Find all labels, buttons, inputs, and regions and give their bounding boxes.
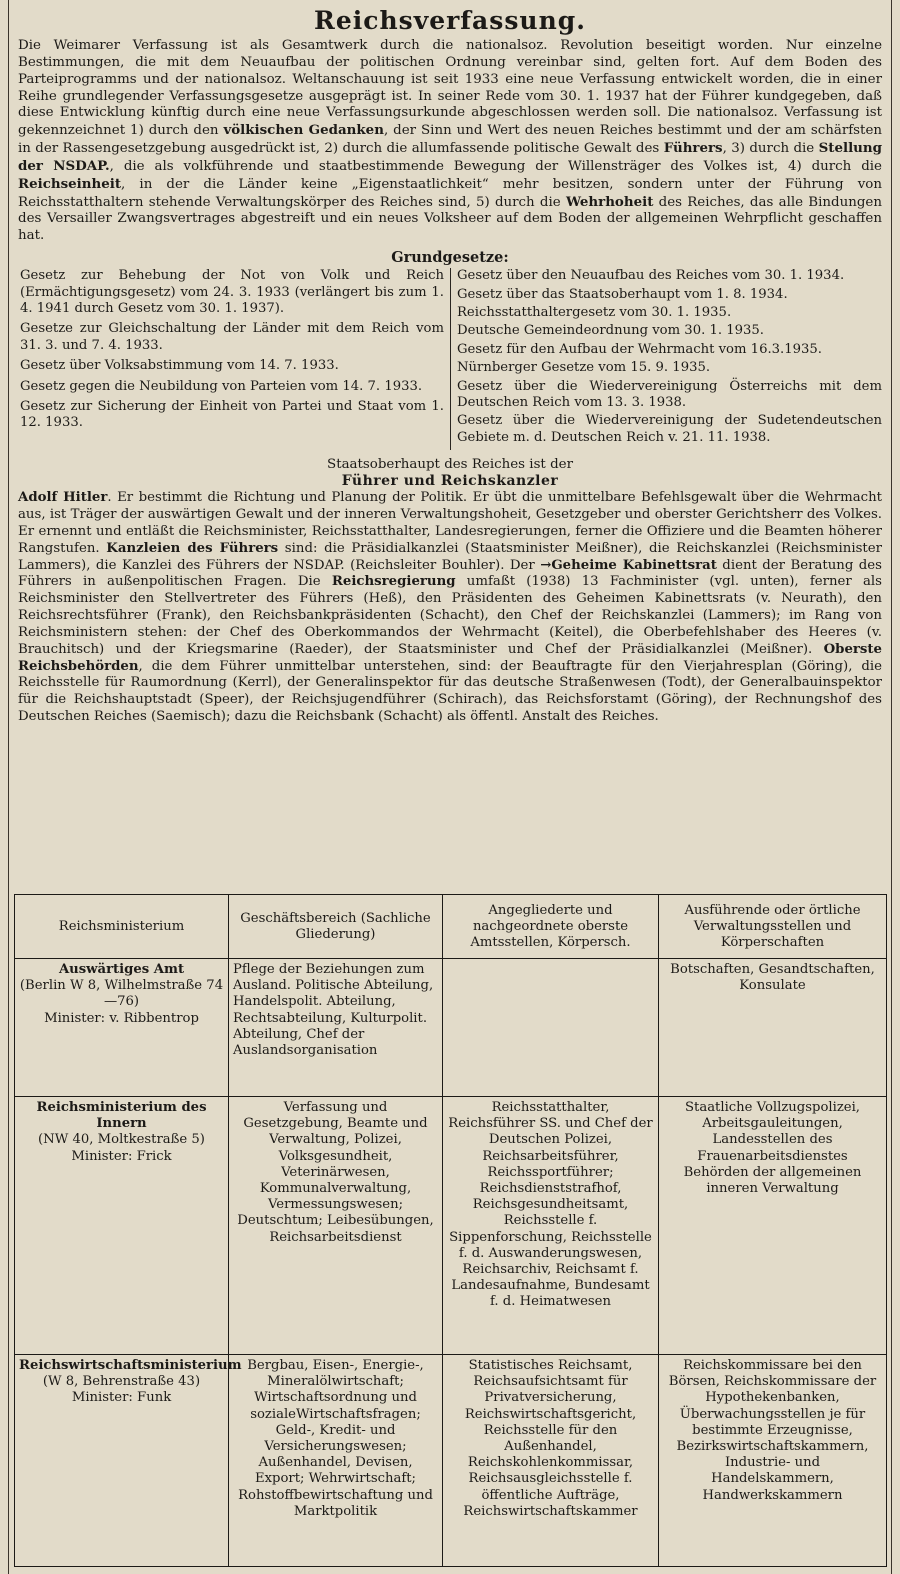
head-of-state-line: Staatsoberhaupt des Reiches ist der	[327, 457, 573, 473]
ministry-minister: Minister: Funk	[71, 1390, 172, 1406]
bereich-cell: Pflege der Beziehungen zum Ausland. Politische Abteilung, Handelspolit. Abteilung, Rechtsabteilung, Kulturpolit. Abteilung, Chef der Auslandsorganisation	[229, 959, 443, 1097]
bold-term: Oberste Reichsbehörden	[18, 641, 882, 674]
ministry-address: (Berlin W 8, Wilhelmstraße 74—76)	[19, 978, 224, 1010]
laws-left-column	[18, 268, 450, 450]
ausfuehrend-cell: Botschaften, Gesandtschaften, Konsulate	[659, 959, 887, 1097]
angegliedert-cell	[443, 959, 659, 1097]
column-header: Ausführende oder örtliche Verwaltungsstellen und Körperschaften	[659, 895, 887, 959]
law-item: Gesetz über die Wiedervereinigung Österreichs mit dem Deutschen Reich vom 13. 3. 1938.	[457, 378, 882, 410]
law-item: Gesetz zur Sicherung der Einheit von Partei und Staat vom 1. 12. 1933.	[20, 398, 444, 431]
law-item: Gesetz zur Behebung der Not von Volk und Reich (Ermächtigungsgesetz) vom 24. 3. 1933 (verlängert bis zum 1. 4. 1941 durch Gesetz vom 30. 1. 1937).	[20, 268, 444, 316]
table-row	[15, 1355, 887, 1567]
bereich-cell: Bergbau, Eisen-, Energie-, Mineralölwirtschaft; Wirtschaftsordnung und sozialeWirtschaftsfragen; Geld-, Kredit- und Versicherungswesen; Außenhandel, Devisen, Export; Wehrwirtschaft; Rohstoffbewirtschaftung und Marktpolitik	[229, 1355, 443, 1567]
bold-term: Reichsregierung	[331, 574, 456, 590]
ministry-cell	[15, 1097, 229, 1355]
bold-term: Reichseinheit	[18, 175, 122, 192]
law-item: Gesetz gegen die Neubildung von Parteien vom 14. 7. 1933.	[20, 378, 423, 394]
intro-paragraph	[18, 38, 882, 245]
ministry-cell	[15, 959, 229, 1097]
bold-term: Adolf Hitler	[18, 490, 108, 506]
law-item: Deutsche Gemeindeordnung vom 30. 1. 1935.	[457, 323, 764, 339]
text-run: dient der Beratung des Führers in außenpolitischen Fragen. Die	[18, 557, 882, 590]
bold-term: Kanzleien des Führers	[106, 540, 279, 556]
frame-right	[891, 0, 892, 1574]
ausfuehrend-cell: Reichskommissare bei den Börsen, Reichskommissare der Hypothekenbanken, Überwachungsstellen je für bestimmte Erzeugnisse, Bezirkswirtschaftskammern, Industrie- und Handelskammern, Handwerkskammern	[659, 1355, 887, 1567]
ministry-minister: Minister: v. Ribbentrop	[44, 1010, 199, 1026]
ministry-address: (NW 40, Moltkestraße 5)	[38, 1132, 205, 1148]
head-of-state-title: Führer und Reichskanzler	[341, 473, 559, 490]
text-run: , der Sinn und Wert des neuen Reiches bestimmt und der am schärfsten in der Rassengesetzgebung ausgedrückt ist, 2) durch die allumfassende politische Gewalt des	[18, 123, 882, 157]
ministry-minister: Minister: Frick	[71, 1148, 172, 1164]
bold-term: →Geheime Kabinettsrat	[540, 557, 717, 573]
law-item: Gesetze zur Gleichschaltung der Länder mit dem Reich vom 31. 3. und 7. 4. 1933.	[20, 321, 444, 353]
government-paragraph	[18, 490, 882, 726]
page-title: Reichsverfassung.	[314, 6, 586, 35]
ministry-name: Auswärtiges Amt	[58, 962, 185, 977]
ministry-name: Reichswirtschaftsministerium	[19, 1358, 242, 1373]
law-item: Gesetz über den Neuaufbau des Reiches vom 30. 1. 1934.	[457, 268, 845, 284]
grundgesetze-heading: Grundgesetze:	[391, 249, 509, 267]
table-row	[15, 1097, 887, 1355]
text-run: sind: die Präsidialkanzlei (Staatsminister Meißner), die Reichskanzlei (Reichsminister Lammers), die Kanzlei des Führers der NSDAP. (Reichsleiter Bouhler). Der	[18, 540, 882, 573]
text-run: Die Weimarer Verfassung ist als Gesamtwerk durch die nationalsoz. Revolution beseitigt worden. Nur einzelne Bestimmungen, die mit dem Neuaufbau der politischen Ordnung vereinbar sind, gelten fort. Auf dem Boden des Parteiprogramms und der nationalsoz. Weltanschauung ist seit 1933 eine neue Verfassung entwickelt worden, die in einer Reihe grundlegender Verfassungsgesetze ausgeprägt ist. In seiner Rede vom 30. 1. 1937 hat der Führer kundgegeben, daß diese Entwicklung künftig durch eine neue Verfassungsurkunde abgeschlossen werden soll. Die nationalsoz. Verfassung ist gekennzeichnet 1) durch den	[18, 38, 882, 139]
angegliedert-cell: Statistisches Reichsamt, Reichsaufsichtsamt für Privatversicherung, Reichswirtschaftsgericht, Reichsstelle für den Außenhandel, Reichskohlenkommissar, Reichsausgleichsstelle f. öffentliche Aufträge, Reichswirtschaftskammer	[443, 1355, 659, 1567]
bold-term: Wehrhoheit	[565, 193, 654, 210]
table-row	[15, 959, 887, 1097]
column-header: Reichsministerium	[15, 895, 229, 959]
ministry-name: Reichsministerium des Innern	[36, 1100, 207, 1132]
ministries-table	[14, 894, 887, 1567]
column-header: Angegliederte und nachgeordnete oberste Amtsstellen, Körpersch.	[443, 895, 659, 959]
law-item: Gesetz über Volksabstimmung vom 14. 7. 1933.	[20, 358, 339, 374]
bold-term: Stellung der NSDAP.	[18, 140, 883, 174]
text-run: , 3) durch die	[722, 141, 819, 157]
bold-term: Führers	[663, 140, 723, 157]
text-run: . Er bestimmt die Richtung und Planung der Politik. Er übt die unmittelbare Befehlsgewalt über die Wehrmacht aus, ist Träger der auswärtigen Gewalt und der inneren Verwaltungshoheit, Gesetzgeber und oberster Gerichtsherr des Volkes. Er ernennt und entläßt die Reichsminister, Reichsstatthalter, Landesregierungen, ferner die Offiziere und die Beamten höherer Rangstufen.	[18, 490, 882, 556]
law-item: Gesetz über die Wiedervereinigung der Sudetendeutschen Gebiete m. d. Deutschen Reich v. 21. 11. 1938.	[457, 413, 882, 445]
ministry-address: (W 8, Behrenstraße 43)	[42, 1374, 201, 1390]
bold-term: völkischen Gedanken	[223, 122, 384, 139]
table-header-row	[15, 895, 887, 959]
text-run: , die als volkführende und staatbestimmende Bewegung der Willensträger des Volkes ist, 4) durch die	[109, 158, 882, 174]
laws-list	[18, 268, 882, 450]
ministry-cell	[15, 1355, 242, 1567]
angegliedert-cell: Reichsstatthalter, Reichsführer SS. und Chef der Deutschen Polizei, Reichsarbeitsführer, Reichssportführer; Reichsdienststrafhof, Reichsgesundheitsamt, Reichsstelle f. Sippenforschung, Reichsstelle f. d. Auswanderungswesen, Reichsarchiv, Reichsamt f. Landesaufnahme, Bundesamt f. d. Heimatwesen	[443, 1097, 659, 1355]
law-item: Reichsstatthaltergesetz vom 30. 1. 1935.	[457, 304, 732, 320]
text-run: , in der die Länder keine „Eigenstaatlichkeit“ mehr besitzen, sondern unter der Führung von Reichsstatthaltern stehende Verwaltungskörper des Reiches sind, 5) durch die	[18, 176, 882, 210]
column-header: Geschäftsbereich (Sachliche Gliederung)	[229, 895, 443, 959]
laws-right-column	[450, 268, 882, 450]
text-run: des Reiches, das alle Bindungen des Versailler Zwangsvertrages abgestreift und ein neues Volksheer auf dem Boden der allgemeinen Wehrpflicht geschaffen hat.	[18, 194, 882, 244]
law-item: Gesetz für den Aufbau der Wehrmacht vom 16.3.1935.	[457, 341, 822, 357]
text-run: , die dem Führer unmittelbar unterstehen, sind: der Beauftragte für den Vierjahresplan (Göring), die Reichsstelle für Raumordnung (Kerrl), der Generalinspektor für das deutsche Straßenwesen (Todt), der Generalbauinspektor für die Reichshauptstadt (Speer), der Reichsjugendführer (Schirach), das Reichsforstamt (Göring), der Rechnungshof des Deutschen Reiches (Saemisch); dazu die Reichsbank (Schacht) als öffentl. Anstalt des Reiches.	[18, 658, 882, 725]
frame-left	[8, 0, 9, 1574]
ausfuehrend-cell: Staatliche Vollzugspolizei, Arbeitsgauleitungen, Landesstellen des Frauenarbeitsdienstes Behörden der allgemeinen inneren Verwaltung	[659, 1097, 887, 1355]
law-item: Gesetz über das Staatsoberhaupt vom 1. 8. 1934.	[457, 286, 788, 302]
text-run: umfaßt (1938) 13 Fachminister (vgl. unten), ferner als Reichsminister den Stellvertreter des Führers (Heß), den Präsidenten des Geheimen Kabinettsrats (v. Neurath), den Reichsrechtsführer (Frank), den Reichsbankpräsidenten (Schacht), den Chef der Reichskanzlei (Lammers); im Rang von Reichsministern stehen: der Chef des Oberkommandos der Wehrmacht (Keitel), die Oberbefehlshaber des Heeres (v. Brauchitsch) und der Kriegsmarine (Raeder), der Staatsminister und Chef der Präsidialkanzlei (Meißner).	[18, 574, 882, 657]
law-item: Nürnberger Gesetze vom 15. 9. 1935.	[457, 360, 711, 376]
bereich-cell: Verfassung und Gesetzgebung, Beamte und Verwaltung, Polizei, Volksgesundheit, Veterinärwesen, Kommunalverwaltung, Vermessungswesen; Deutschtum; Leibesübungen, Reichsarbeitsdienst	[229, 1097, 443, 1355]
